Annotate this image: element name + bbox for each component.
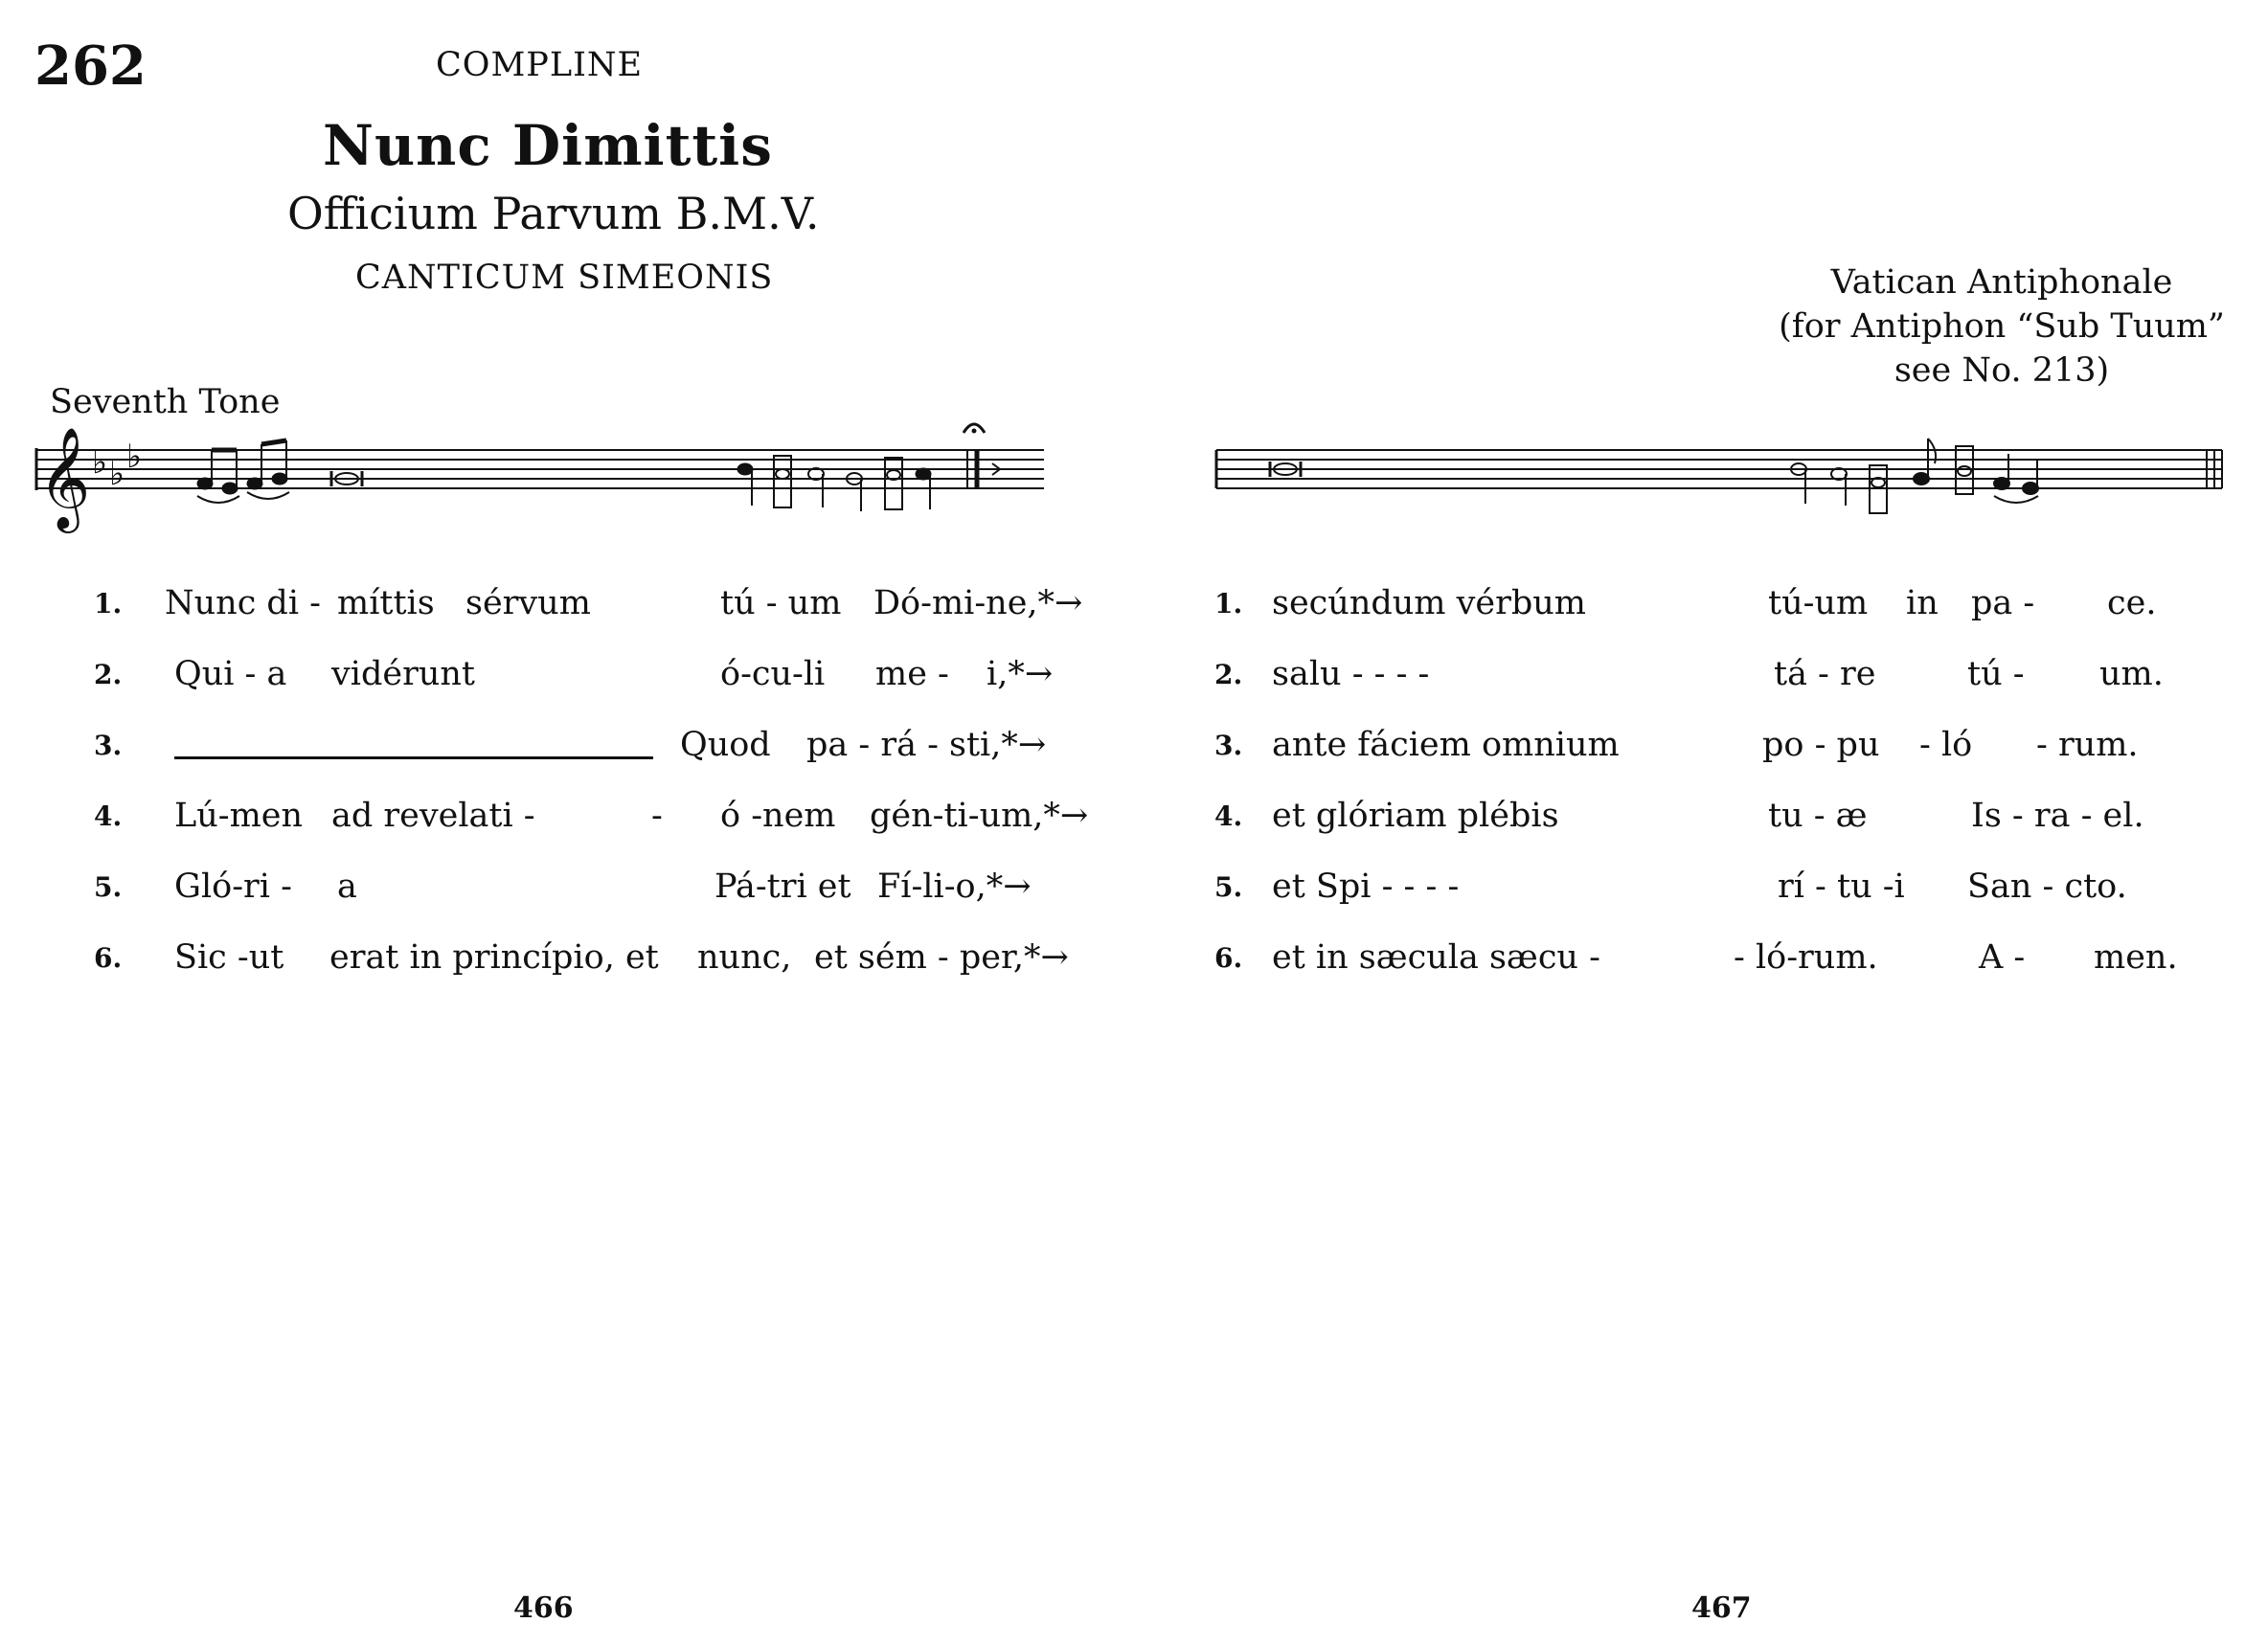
- verse-number: 2.: [1214, 659, 1243, 690]
- verse-text: in: [1906, 584, 1939, 622]
- verse-text: gén-ti-um,*→: [870, 797, 1089, 835]
- source-line: (for Antiphon “Sub Tuum”: [1779, 307, 2225, 346]
- section-title: COMPLINE: [436, 46, 644, 84]
- verse-text: ante fáciem omnium: [1272, 726, 1620, 764]
- verse-text: ce.: [2107, 584, 2157, 622]
- verse-row: [0, 584, 2268, 626]
- verse-text: ó -nem: [720, 797, 836, 835]
- verse-text: Pá-tri et: [714, 868, 851, 906]
- hymn-title: Nunc Dimittis: [323, 113, 773, 178]
- svg-text:♭: ♭: [92, 443, 108, 482]
- verse-text: - ló-rum.: [1734, 938, 1878, 977]
- tone-label: Seventh Tone: [50, 383, 281, 421]
- verse-number: 4.: [1214, 800, 1243, 832]
- verse-number: 2.: [94, 659, 123, 690]
- verse-text: Dó-mi-ne,*→: [873, 584, 1083, 622]
- treble-clef-icon: 𝄞: [38, 426, 91, 529]
- left-staff: [29, 410, 1092, 544]
- verse-text: rí - tu -i: [1778, 868, 1905, 906]
- verse-text: me -: [875, 655, 949, 693]
- verse-text: Qui - a: [174, 655, 287, 693]
- verse-text: -: [651, 797, 663, 835]
- verse-row: [0, 868, 2268, 910]
- verse-text: et sém - per,*→: [814, 938, 1069, 977]
- footer-page-right: 467: [1691, 1591, 1752, 1625]
- page-number: 262: [34, 34, 147, 98]
- canticle-name: CANTICUM SIMEONIS: [355, 259, 774, 297]
- verse-text: Quod: [680, 726, 771, 764]
- verse-row: [0, 797, 2268, 839]
- verse-text: nunc,: [697, 938, 792, 977]
- verse-text: po - pu: [1762, 726, 1880, 764]
- verse-text: et glóriam plébis: [1272, 797, 1559, 835]
- verse-number: 3.: [1214, 730, 1243, 761]
- verse-text: San - cto.: [1967, 868, 2127, 906]
- verse-text: vidérunt: [331, 655, 475, 693]
- verse-text: Is - ra - el.: [1971, 797, 2144, 835]
- verse-text: míttis: [337, 584, 435, 622]
- source-note: [1753, 260, 2251, 393]
- verse-text: Fí-li-o,*→: [877, 868, 1032, 906]
- verse-text: um.: [2099, 655, 2164, 693]
- verse-number: 6.: [1214, 942, 1243, 974]
- verse-text: Gló-ri -: [174, 868, 292, 906]
- verse-text: tú -: [1967, 655, 2025, 693]
- verse-text: tu - æ: [1768, 797, 1868, 835]
- verse-text: erat in princípio, et: [329, 938, 659, 977]
- verse-text: i,*→: [987, 655, 1054, 693]
- verse-text: men.: [2094, 938, 2178, 977]
- verse-text: secúndum vérbum: [1272, 584, 1586, 622]
- verse-row: [0, 655, 2268, 697]
- verse-text: tá - re: [1774, 655, 1876, 693]
- source-line: Vatican Antiphonale: [1830, 263, 2173, 302]
- verse-text: pa -: [1971, 584, 2035, 622]
- verse-text: tú-um: [1768, 584, 1869, 622]
- verse-text: salu - - - -: [1272, 655, 1430, 693]
- verse-text: sérvum: [465, 584, 591, 622]
- verse-text: Lú-men: [174, 797, 304, 835]
- verse-number: 4.: [94, 800, 123, 832]
- verse-text: a: [337, 868, 357, 906]
- verse-text: ó-cu-li: [720, 655, 826, 693]
- verse-text: - ló: [1919, 726, 1973, 764]
- hymn-subtitle: Officium Parvum B.M.V.: [287, 188, 820, 239]
- verse-text: Sic -ut: [174, 938, 284, 977]
- verse-text: A -: [1979, 938, 2026, 977]
- verse-blank-line: [174, 756, 653, 759]
- verse-text: et in sæcula sæcu -: [1272, 938, 1600, 977]
- verse-number: 1.: [1214, 588, 1243, 620]
- verse-number: 5.: [1214, 871, 1243, 903]
- svg-text:♭: ♭: [109, 455, 125, 493]
- verse-number: 1.: [94, 588, 123, 620]
- verse-text: pa - rá - sti,*→: [806, 726, 1047, 764]
- right-staff: [1207, 410, 2241, 544]
- verse-text: ad revelati -: [331, 797, 535, 835]
- verse-number: 6.: [94, 942, 123, 974]
- verse-text: Nunc di -: [165, 584, 321, 622]
- svg-text:♭: ♭: [126, 438, 143, 476]
- verse-number: 5.: [94, 871, 123, 903]
- verse-text: et Spi - - - -: [1272, 868, 1460, 906]
- verse-text: - rum.: [2036, 726, 2139, 764]
- verse-row: [0, 938, 2268, 980]
- source-line: see No. 213): [1894, 351, 2110, 390]
- cadence-notes: [737, 456, 931, 511]
- footer-page-left: 466: [513, 1591, 574, 1625]
- flat-signs: [92, 438, 142, 493]
- verse-number: 3.: [94, 730, 123, 761]
- verse-text: tú - um: [720, 584, 842, 622]
- verse-row: [0, 726, 2268, 768]
